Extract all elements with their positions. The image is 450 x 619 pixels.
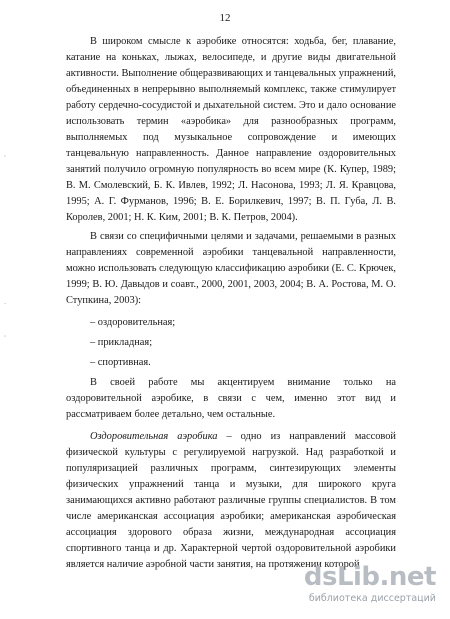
classification-list: [66, 315, 396, 371]
paragraph-focus: В своей работе мы акцентируем внимание только на оздоровительной аэробике, в связи с чем, именно этот вид и рассматриваем более детально, чем остальные.: [66, 377, 396, 420]
paragraph-health-aerobics: [66, 429, 396, 573]
body-text: [66, 34, 396, 573]
watermark-subtitle: библиотека диссертаций: [308, 593, 436, 604]
paragraph-classification: В связи со специфичными целями и задачами, решаемыми в разных направлениях современной аэробики танцевальной направленности, можно использовать следующую классификацию аэробики (Е. С. Крючек, 1999; В. Ю. Давыдов и соавт., 2000, 2001, 2003, 2004; В. А. Ростова, М. О. Ступкина, 2003):: [66, 231, 396, 306]
list-item: – спортивная.: [90, 357, 151, 368]
watermark-logo: dsLib.net: [303, 562, 436, 592]
page-number: 12: [219, 12, 231, 24]
paragraph-aerobics-definition: В широком смысле к аэробике относятся: ходьба, бег, плавание, катание на коньках, лыжах, велосипеде, и другие виды двигательной активности. Выполнение общеразвивающих и танцевальных упражнений, объединенных в непрерывно выполняемый комплекс, также стимулирует работу сердечно-сосудистой и дыхательной систем. Это и дало основание использовать термин «аэробика» для разнообразных программ, выполняемых под музыкальное сопровождение и имеющих танцевальную направленность. Данное направление оздоровительных занятий получило огромную популярность во всем мире (К. Купер, 1989; В. М. Смолевский, Б. К. Ивлев, 1992; Л. Насонова, 1993; Л. Я. Кравцова, 1995; А. Г. Фурманов, 1996; В. Е. Борилкевич, 1997; В. П. Губа, Л. В. Королев, 2001; Н. К. Ким, 2001; В. К. Петров, 2004).: [66, 36, 396, 223]
watermark: [286, 563, 436, 611]
list-item: – оздоровительная;: [90, 317, 176, 328]
list-item: – прикладная;: [90, 337, 153, 348]
paragraph-health-aerobics-text: – одно из направлений массовой физической культуры с регулируемой нагрузкой. Над разработкой и популяризацией различных программ, синтезирующих элементы физических упражнений танца и музыки, для широкого круга занимающихся активно работают различные группы специалистов. В том числе американская ассоциация аэробики; американская аэробическая ассоциация здорового образа жизни, международная ассоциация спортивного танца и др. Характерной чертой оздоровительной аэробики является наличие аэробной части занятия, на протяжении которой: [66, 431, 396, 570]
term-health-aerobics: Оздоровительная аэробика: [90, 431, 218, 442]
